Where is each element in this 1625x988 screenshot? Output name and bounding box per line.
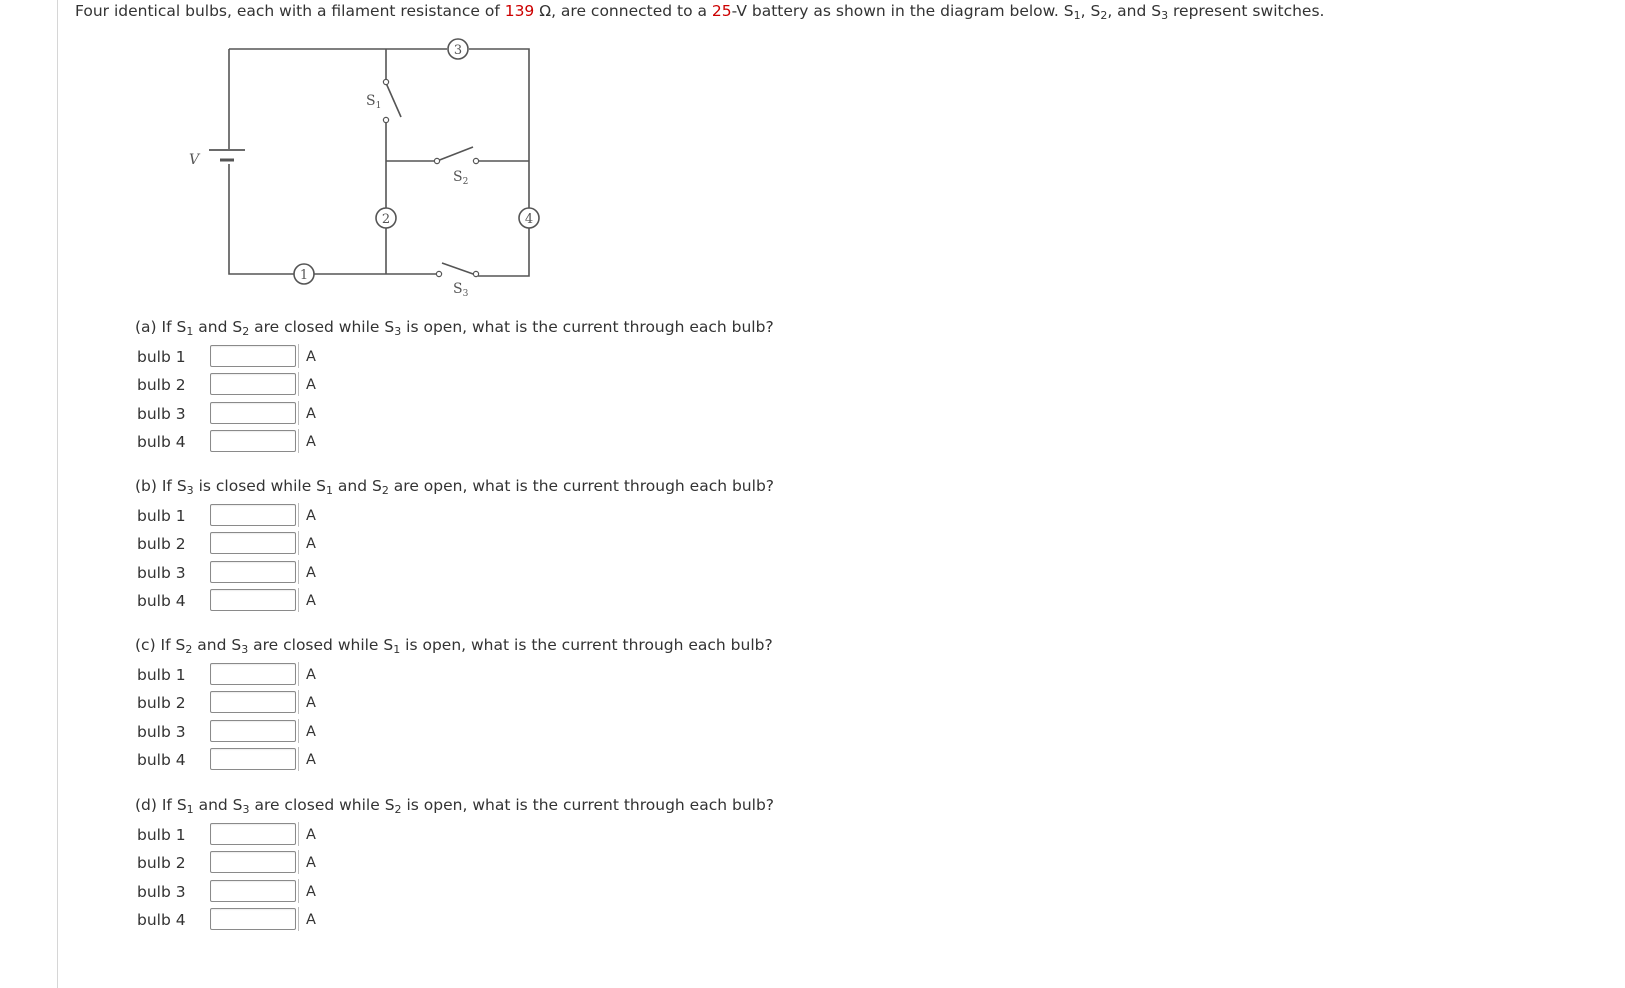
s1-top-contact (383, 79, 388, 84)
bulb-label: bulb 3 (137, 404, 186, 423)
part-b-bulb-4-input[interactable] (210, 589, 296, 611)
part-a-question: (a) If $S_1$ and $S_2$ are closed while $S_3$ is open, what is the current through each bulb? (135, 318, 774, 338)
s2-right-contact (473, 158, 478, 163)
answer-row (134, 588, 774, 616)
bulb-label: bulb 1 (137, 666, 186, 684)
resistance-value: 139 (504, 2, 535, 20)
unit-label: A (306, 883, 316, 900)
part-b-bulb-1-input[interactable] (210, 504, 296, 526)
s3-left-contact (436, 271, 441, 276)
answer-row (134, 690, 773, 718)
answer-row (134, 401, 774, 429)
bulb-label: bulb 4 (137, 911, 186, 930)
part-c-bulb-4-input[interactable] (210, 748, 296, 770)
right-wire-upper (469, 49, 529, 208)
battery-label: V (189, 152, 200, 168)
bulb-4-number: 4 (524, 212, 534, 227)
left-wire-lower (229, 164, 294, 274)
part-c-bulb-3-input[interactable] (210, 720, 296, 742)
bulb-2-number: 2 (381, 212, 391, 227)
part-d-bulb-1-input[interactable] (210, 823, 296, 845)
answer-row (134, 344, 774, 372)
unit-label: A (306, 405, 316, 422)
answer-row (134, 560, 774, 588)
switch-s1-label: $S_1$ (366, 93, 382, 111)
answer-row (134, 822, 774, 850)
bulb-3-number: 3 (453, 43, 463, 58)
bulb-label: bulb 1 (137, 826, 186, 844)
part-b-question: (b) If $S_3$ is closed while $S_1$ and $S_2$ are open, what is the current through each bulb? (135, 477, 775, 497)
bulb-label: bulb 2 (137, 535, 186, 554)
answer-row (134, 503, 774, 531)
switch-s2-blade (437, 147, 473, 161)
unit-label: A (306, 912, 316, 929)
unit-label: A (306, 752, 316, 769)
unit-label: A (306, 723, 316, 740)
unit-label: A (306, 377, 316, 394)
part-c-question: (c) If $S_2$ and $S_3$ are closed while $S_1$ is open, what is the current through each bulb? (135, 636, 773, 656)
unit-label: A (306, 349, 316, 365)
part-d-bulb-3-input[interactable] (210, 880, 296, 902)
answer-row (134, 747, 773, 775)
part-c-bulb-2-input[interactable] (210, 691, 296, 713)
bulb-label: bulb 4 (137, 433, 186, 452)
bulb-label: bulb 4 (137, 751, 186, 770)
problem-statement: Four identical bulbs, each with a filament resistance of 139 Ω, are connected to a 25-V battery as shown in the diagram below. $S_1$, $S_2$, and $S_3$ represent switches. (75, 2, 1325, 22)
bulb-label: bulb 3 (137, 882, 186, 901)
unit-label: A (306, 536, 316, 553)
unit-label: A (306, 827, 316, 843)
part-d-question: (d) If $S_1$ and $S_3$ are closed while $S_2$ is open, what is the current through each bulb? (135, 796, 775, 816)
unit-label: A (306, 593, 316, 610)
bulb-label: bulb 2 (137, 376, 186, 395)
part-a (134, 317, 774, 458)
part-b-bulb-3-input[interactable] (210, 561, 296, 583)
answer-row (134, 531, 774, 559)
unit-label: A (306, 667, 316, 683)
switch-s1-blade (386, 83, 401, 117)
part-d-bulb-2-input[interactable] (210, 851, 296, 873)
part-a-bulb-4-input[interactable] (210, 430, 296, 452)
s2-left-contact (434, 158, 439, 163)
bulb-label: bulb 4 (137, 592, 186, 611)
bulb-label: bulb 1 (137, 507, 186, 525)
answer-row (134, 372, 774, 400)
switch-s3-label: $S_3$ (453, 281, 469, 299)
s3-right-contact (473, 271, 478, 276)
bulb-label: bulb 2 (137, 694, 186, 713)
part-a-bulb-1-input[interactable] (210, 345, 296, 367)
bulb-1-number: 1 (299, 268, 309, 283)
part-a-bulb-2-input[interactable] (210, 373, 296, 395)
voltage-value: 25 (711, 2, 732, 20)
circuit-diagram (185, 38, 565, 313)
bulb-label: bulb 3 (137, 722, 186, 741)
unit-label: A (306, 508, 316, 524)
answer-row (134, 879, 774, 907)
left-margin-rule (57, 0, 58, 988)
bulb-label: bulb 1 (137, 348, 186, 366)
unit-label: A (306, 564, 316, 581)
right-wire-lower (478, 228, 529, 276)
unit-label: A (306, 695, 316, 712)
s1-bottom-contact (383, 117, 388, 122)
answer-row (134, 850, 774, 878)
answer-row (134, 907, 774, 935)
part-d (134, 795, 774, 936)
unit-label: A (306, 855, 316, 872)
bulb-label: bulb 3 (137, 563, 186, 582)
part-b (134, 476, 774, 617)
answer-row (134, 429, 774, 457)
part-a-bulb-3-input[interactable] (210, 402, 296, 424)
part-d-bulb-4-input[interactable] (210, 908, 296, 930)
part-c (134, 635, 773, 776)
unit-label: A (306, 434, 316, 451)
bulb-label: bulb 2 (137, 854, 186, 873)
switch-s3-blade (442, 263, 476, 275)
part-c-bulb-1-input[interactable] (210, 663, 296, 685)
answer-row (134, 719, 773, 747)
answer-row (134, 662, 773, 690)
switch-s2-label: $S_2$ (453, 169, 469, 187)
part-b-bulb-2-input[interactable] (210, 532, 296, 554)
